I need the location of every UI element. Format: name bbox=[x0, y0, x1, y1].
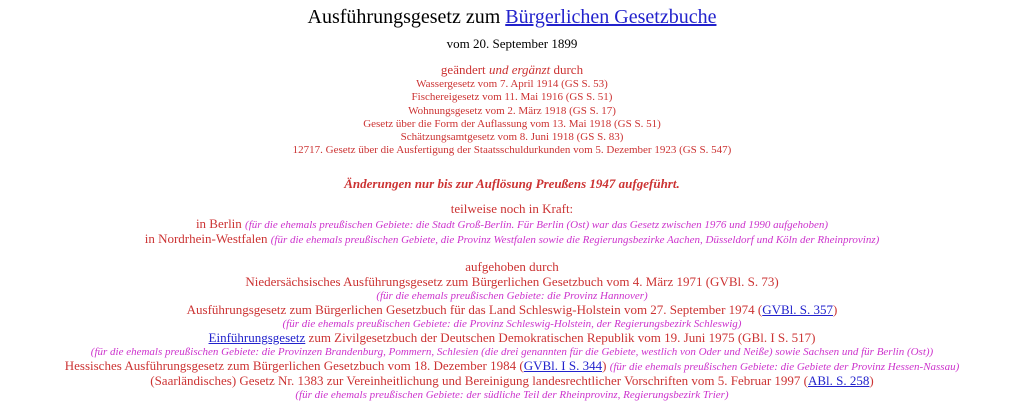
amendment-item: Schätzungsamtgesetz vom 8. Juni 1918 (GS S. 83) bbox=[400, 131, 624, 144]
repealed-saarland-note: (für die ehemals preußischen Gebiete: der südliche Teil der Rheinprovinz, Regierungsbezirk Trier) bbox=[295, 388, 729, 401]
in-force-entry-nrw bbox=[0, 232, 1024, 247]
amendment-item: 12717. Gesetz über die Ausfertigung der Staatsschuldurkunden vom 5. Dezember 1923 (GS S. 547) bbox=[292, 144, 732, 157]
repealed-ddr-text: zum Zivilgesetzbuch der Deutschen Demokratischen Republik vom 19. Juni 1975 (GBl. I S. 517) bbox=[308, 329, 816, 345]
repealed-ddr-line bbox=[0, 331, 1024, 345]
repealed-saarland-abl-link[interactable]: ABl. S. 258 bbox=[808, 372, 870, 388]
repealed-section bbox=[0, 259, 1024, 402]
amended-section bbox=[0, 62, 1024, 158]
repealed-hessen-note: (für die ehemals preußischen Gebiete: die Gebiete der Provinz Hessen-Nassau) bbox=[609, 360, 960, 373]
repealed-saarland-line bbox=[0, 374, 1024, 388]
repealed-hessen-gvbl-link[interactable]: GVBl. I S. 344 bbox=[523, 357, 603, 373]
repealed-heading: aufgehoben durch bbox=[465, 258, 559, 274]
repealed-ddr-note: (für die ehemals preußischen Gebiete: die Provinzen Brandenburg, Pommern, Schlesien (die drei genannten für die Gebiete, westlich von Oder und Neiße) sowie Sachsen und für Berlin (Ost)) bbox=[90, 345, 934, 358]
repealed-schleswig-gvbl-link[interactable]: GVBl. S. 357 bbox=[762, 301, 834, 317]
repealed-schleswig-text: Ausführungsgesetz zum Bürgerlichen Gesetzbuch für das Land Schleswig-Holstein vom 27. September 1974 ( bbox=[186, 301, 763, 317]
changes-notice: Änderungen nur bis zur Auflösung Preußens 1947 aufgeführt. bbox=[344, 175, 680, 191]
amended-heading bbox=[0, 62, 1024, 78]
repealed-schleswig-close: ) bbox=[833, 301, 838, 317]
in-force-note-berlin: (für die ehemals preußischen Gebiete: die Stadt Groß-Berlin. Für Berlin (Ost) war das Gesetz zwischen 1976 und 1990 aufgehoben) bbox=[245, 218, 829, 231]
amended-heading-italic: und ergänzt bbox=[488, 62, 551, 77]
repealed-ddr-egzgb-link[interactable]: Einführungsgesetz bbox=[208, 329, 306, 345]
repealed-hessen-text: Hessisches Ausführungsgesetz zum Bürgerlichen Gesetzbuch vom 18. Dezember 1984 ( bbox=[64, 357, 524, 373]
amended-heading-post: durch bbox=[553, 62, 584, 77]
title-bgb-link[interactable]: Bürgerlichen Gesetzbuche bbox=[505, 6, 717, 28]
law-date-subtitle: vom 20. September 1899 bbox=[446, 36, 578, 51]
in-force-place-nrw: in Nordrhein-Westfalen bbox=[144, 230, 268, 246]
in-force-place-berlin: in Berlin bbox=[195, 215, 242, 231]
in-force-section bbox=[0, 201, 1024, 247]
amended-heading-pre: geändert bbox=[440, 62, 486, 77]
title-text: Ausführungsgesetz zum bbox=[307, 6, 501, 28]
in-force-heading: teilweise noch in Kraft: bbox=[450, 200, 574, 216]
page-title bbox=[0, 5, 1024, 29]
amendment-item: Wohnungsgesetz vom 2. März 1918 (GS S. 17) bbox=[408, 104, 616, 117]
amendment-item: Fischereigesetz vom 11. Mai 1916 (GS S. 51) bbox=[411, 91, 613, 104]
amendment-item: Wassergesetz vom 7. April 1914 (GS S. 53) bbox=[416, 78, 608, 90]
in-force-entry-berlin bbox=[0, 217, 1024, 232]
repealed-saarland-close: ) bbox=[869, 372, 874, 388]
amendment-item: Gesetz über die Form der Auflassung vom 13. Mai 1918 (GS S. 51) bbox=[363, 117, 661, 130]
repealed-niedersachsen-note: (für die ehemals preußischen Gebiete: die Provinz Hannover) bbox=[376, 289, 648, 302]
repealed-hessen-line bbox=[0, 359, 1024, 374]
repealed-schleswig-line bbox=[0, 303, 1024, 317]
in-force-note-nrw: (für die ehemals preußischen Gebiete, die Provinz Westfalen sowie die Regierungsbezirke Aachen, Düsseldorf und Köln der Rheinprovinz) bbox=[270, 233, 880, 246]
repealed-schleswig-note: (für die ehemals preußischen Gebiete: die Provinz Schleswig-Holstein, der Regierungsbezirk Schleswig) bbox=[282, 317, 742, 330]
repealed-niedersachsen-line: Niedersächsisches Ausführungsgesetz zum Bürgerlichen Gesetzbuch vom 4. März 1971 (GVBl. S. 73) bbox=[245, 273, 779, 289]
repealed-hessen-close: ) bbox=[602, 357, 607, 373]
repealed-saarland-text: (Saarländisches) Gesetz Nr. 1383 zur Vereinheitlichung und Bereinigung landesrechtlicher Vorschriften vom 5. Februar 1997 ( bbox=[150, 372, 808, 388]
